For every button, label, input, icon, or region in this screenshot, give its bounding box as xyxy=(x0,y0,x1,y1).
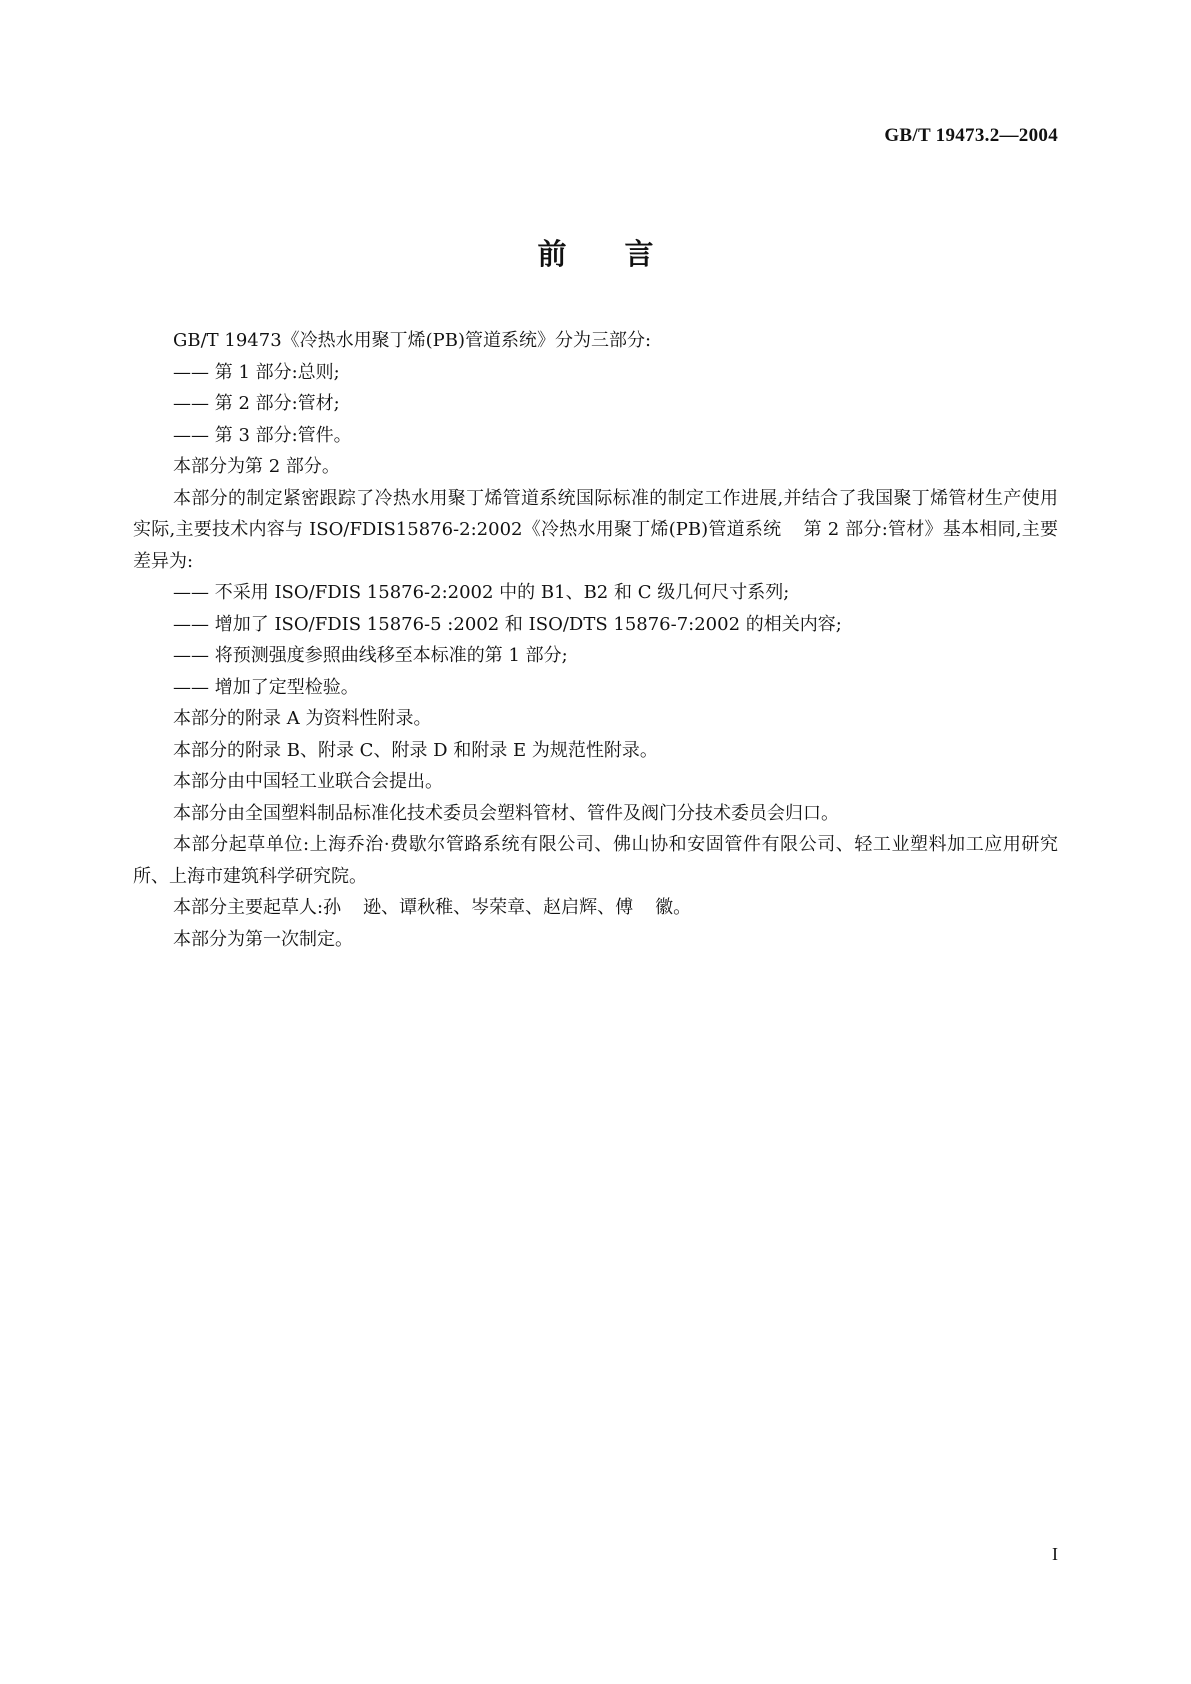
centralized-paragraph: 本部分由全国塑料制品标准化技术委员会塑料管材、管件及阀门分技术委员会归口。 xyxy=(173,802,839,824)
page-title xyxy=(0,232,1191,273)
difference-item-1: —— 不采用 ISO/FDIS 15876-2:2002 中的 B1、B2 和 C 级几何尺寸系列; xyxy=(173,582,790,603)
relation-text: 本部分的制定紧密跟踪了冷热水用聚丁烯管道系统国际标准的制定工作进展,并结合了我国聚丁烯管材生产使用实际,主要技术内容与 ISO/FDIS15876-2:2002《冷热水用聚丁烯(PB)管道系统 xyxy=(133,487,1058,540)
list-item-part-3: —— 第 3 部分:管件。 xyxy=(173,424,352,446)
page-number: I xyxy=(1052,1544,1058,1564)
list-item-part-1: —— 第 1 部分:总则; xyxy=(173,361,340,383)
drafting-units-paragraph: 本部分起草单位:上海乔治·费歇尔管路系统有限公司、佛山协和安固管件有限公司、轻工业塑料加工应用研究所、上海市建筑科学研究院。 xyxy=(133,834,1058,887)
list-item-part-2: —— 第 2 部分:管材; xyxy=(173,393,340,414)
title-char-1: 前 xyxy=(537,237,567,271)
difference-item-2: —— 增加了 ISO/FDIS 15876-5 :2002 和 ISO/DTS 15876-7:2002 的相关内容; xyxy=(173,613,842,635)
difference-item-4: —— 增加了定型检验。 xyxy=(173,676,359,698)
annex-a-paragraph: 本部分的附录 A 为资料性附录。 xyxy=(173,708,432,729)
intro-paragraph: GB/T 19473《冷热水用聚丁烯(PB)管道系统》分为三部分: xyxy=(173,330,652,351)
standard-number: GB/T 19473.2—2004 xyxy=(884,125,1058,146)
drafters-text-end: 徽。 xyxy=(655,897,692,918)
foreword-body xyxy=(133,325,1058,955)
proposer-paragraph: 本部分由中国轻工业联合会提出。 xyxy=(173,771,443,792)
relation-paragraph xyxy=(133,483,1058,578)
relation-text-tail: 第 2 部分:管材》基本相同,主要差异为: xyxy=(133,519,1058,572)
annex-bcde-paragraph: 本部分的附录 B、附录 C、附录 D 和附录 E 为规范性附录。 xyxy=(173,739,658,761)
drafters-text: 本部分主要起草人:孙 xyxy=(173,897,342,918)
first-edition-paragraph: 本部分为第一次制定。 xyxy=(173,928,353,950)
difference-item-3: —— 将预测强度参照曲线移至本标准的第 1 部分; xyxy=(173,645,568,666)
this-part-paragraph: 本部分为第 2 部分。 xyxy=(173,456,340,477)
title-char-2: 言 xyxy=(624,237,654,271)
drafters-paragraph xyxy=(133,892,1058,924)
drafters-text-mid: 逊、谭秋稚、岑荣章、赵启辉、傅 xyxy=(363,897,634,918)
